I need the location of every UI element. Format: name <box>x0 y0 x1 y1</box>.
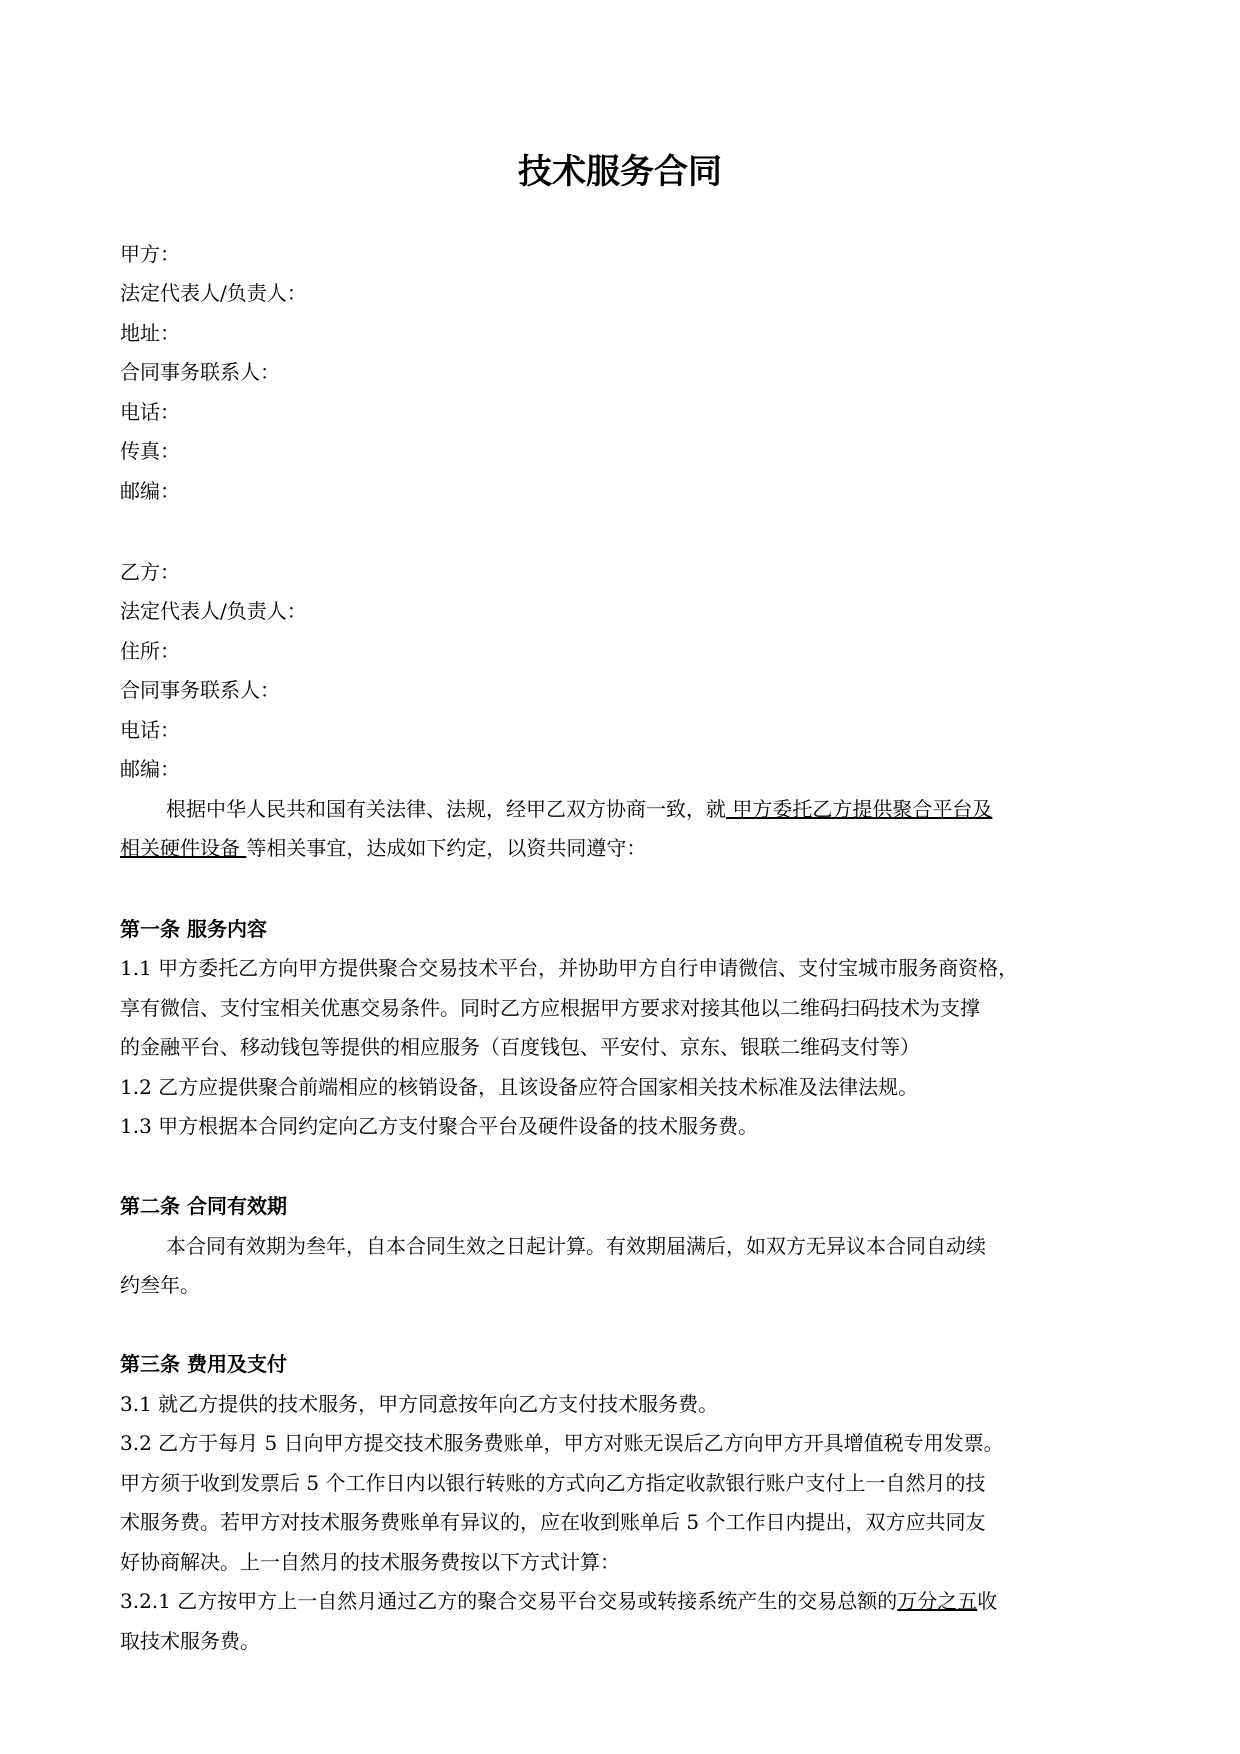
clause-3-2-1-text: 3.2.1 乙方按甲方上一自然月通过乙方的聚合交易平台交易或转接系统产生的交易总额的 <box>120 1589 898 1613</box>
clause-3-2-1-text-end: 收 <box>977 1589 998 1613</box>
preamble-line-2 <box>120 834 1130 862</box>
clause-1-1-line-1: 1.1 甲方委托乙方向甲方提供聚合交易技术平台，并协助甲方自行申请微信、支付宝城市服务商资格， <box>120 956 1019 980</box>
clause-1-1-line-2: 享有微信、支付宝相关优惠交易条件。同时乙方应根据甲方要求对接其他以二维码扫码技术为支撑 <box>120 996 980 1020</box>
preamble-text: 根据中华人民共和国有关法律、法规，经甲乙双方协商一致，就 <box>166 797 726 821</box>
party-a-label: 甲方： <box>120 242 180 266</box>
article-2-line-2: 约叁年。 <box>120 1273 200 1297</box>
clause-3-2-line-3: 术服务费。若甲方对技术服务费账单有异议的，应在收到账单后 5 个工作日内提出，双方应共同友 <box>120 1510 986 1534</box>
article-1-heading: 第一条 服务内容 <box>120 917 267 941</box>
party-b-postcode: 邮编： <box>120 757 180 781</box>
article-3-heading: 第三条 费用及支付 <box>120 1352 287 1376</box>
party-b-label: 乙方： <box>120 560 180 584</box>
clause-1-1-line-3: 的金融平台、移动钱包等提供的相应服务（百度钱包、平安付、京东、银联二维码支付等） <box>120 1035 920 1059</box>
party-a-fax: 传真： <box>120 439 180 463</box>
party-a-phone: 电话： <box>120 400 180 424</box>
article-2-heading: 第二条 合同有效期 <box>120 1194 287 1218</box>
preamble-text-cont: 等相关事宜，达成如下约定，以资共同遵守： <box>246 836 647 860</box>
party-b-contact: 合同事务联系人： <box>120 678 280 702</box>
party-a-contact: 合同事务联系人： <box>120 360 280 384</box>
clause-1-2: 1.2 乙方应提供聚合前端相应的核销设备，且该设备应符合国家相关技术标准及法律法规。 <box>120 1075 919 1099</box>
party-a-address: 地址： <box>120 321 180 345</box>
party-b-legal-rep: 法定代表人/负责人： <box>120 599 307 623</box>
preamble-subject-underlined-cont: 相关硬件设备 <box>120 836 247 860</box>
article-2-line-1: 本合同有效期为叁年，自本合同生效之日起计算。有效期届满后，如双方无异议本合同自动续 <box>166 1234 986 1258</box>
fee-rate-underlined: 万分之五 <box>897 1589 978 1613</box>
clause-3-2-1-line-1 <box>120 1587 1130 1615</box>
party-b-residence: 住所： <box>120 639 180 663</box>
party-b-phone: 电话： <box>120 718 180 742</box>
document-title: 技术服务合同 <box>518 152 722 192</box>
clause-3-1: 3.1 就乙方提供的技术服务，甲方同意按年向乙方支付技术服务费。 <box>120 1392 719 1416</box>
party-a-postcode: 邮编： <box>120 479 180 503</box>
clause-3-2-line-1: 3.2 乙方于每月 5 日向甲方提交技术服务费账单，甲方对账无误后乙方向甲方开具增值税专用发票。 <box>120 1431 1004 1455</box>
preamble-line-1 <box>166 795 1176 823</box>
clause-3-2-line-4: 好协商解决。上一自然月的技术服务费按以下方式计算： <box>120 1550 620 1574</box>
clause-3-2-1-line-2: 取技术服务费。 <box>120 1629 260 1653</box>
preamble-subject-underlined: 甲方委托乙方提供聚合平台及 <box>726 797 993 821</box>
party-a-legal-rep: 法定代表人/负责人： <box>120 281 307 305</box>
clause-1-3: 1.3 甲方根据本合同约定向乙方支付聚合平台及硬件设备的技术服务费。 <box>120 1114 759 1138</box>
clause-3-2-line-2: 甲方须于收到发票后 5 个工作日内以银行转账的方式向乙方指定收款银行账户支付上一自然月的技 <box>120 1471 986 1495</box>
